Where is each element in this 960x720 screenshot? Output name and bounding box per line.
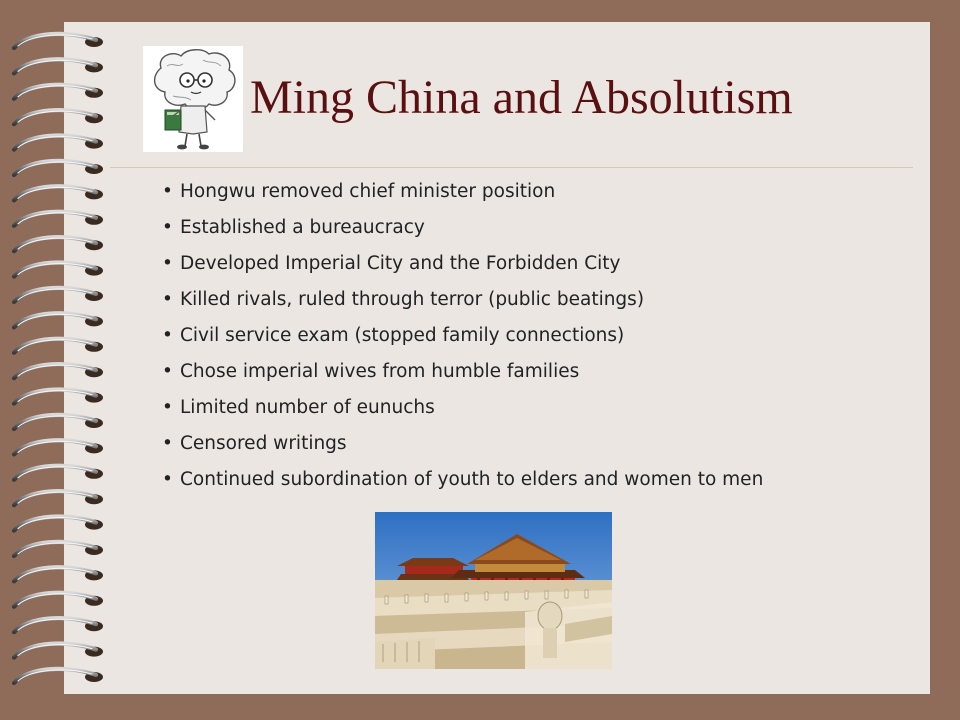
spiral-coil (14, 415, 103, 429)
spiral-coil (14, 288, 103, 302)
spiral-coil (14, 618, 103, 632)
bullet-text: Hongwu removed chief minister position (180, 181, 556, 202)
spiral-coil (14, 669, 103, 683)
list-item (162, 210, 763, 246)
spiral-coil (14, 313, 103, 327)
bullet-text: Continued subordination of youth to elders and women to men (180, 469, 764, 490)
spiral-coil (14, 339, 103, 353)
bullet-marker: • (162, 397, 173, 418)
spiral-coil (14, 466, 103, 480)
bullet-text: Civil service exam (stopped family connections) (180, 325, 625, 346)
list-item (162, 426, 763, 462)
spiral-coil (14, 491, 103, 505)
bullet-marker: • (162, 217, 173, 238)
spiral-coil (14, 59, 103, 73)
bullet-text: Chose imperial wives from humble families (180, 361, 580, 382)
bullet-text: Censored writings (180, 433, 347, 454)
spiral-coil (14, 34, 103, 48)
spiral-coil (14, 212, 103, 226)
spiral-coil (14, 440, 103, 454)
list-item (162, 390, 763, 426)
forbidden-city-photo (375, 512, 612, 669)
bullet-list (162, 174, 763, 498)
spiral-binding (8, 22, 112, 694)
bullet-text: Killed rivals, ruled through terror (public beatings) (180, 289, 645, 310)
bullet-marker: • (162, 361, 173, 382)
list-item (162, 174, 763, 210)
spiral-coil (14, 262, 103, 276)
spiral-coil (14, 135, 103, 149)
slide-title: Ming China and Absolutism (250, 71, 793, 124)
bullet-marker: • (162, 289, 173, 310)
bullet-text: Established a bureaucracy (180, 217, 425, 238)
bullet-marker: • (162, 325, 173, 346)
list-item (162, 462, 763, 498)
spiral-coil (14, 364, 103, 378)
bullet-marker: • (162, 181, 173, 202)
bullet-marker: • (162, 469, 173, 490)
spiral-coil (14, 161, 103, 175)
spiral-coil (14, 593, 103, 607)
list-item (162, 282, 763, 318)
spiral-coil (14, 567, 103, 581)
spiral-coil (14, 110, 103, 124)
bullet-text: Developed Imperial City and the Forbidden City (180, 253, 621, 274)
mascot-image (143, 46, 243, 152)
spiral-coil (14, 643, 103, 657)
list-item (162, 318, 763, 354)
spiral-coil (14, 516, 103, 530)
bullet-marker: • (162, 253, 173, 274)
bullet-marker: • (162, 433, 173, 454)
spiral-coil (14, 389, 103, 403)
list-item (162, 354, 763, 390)
spiral-coil (14, 85, 103, 99)
spiral-coil (14, 186, 103, 200)
spiral-coil (14, 237, 103, 251)
list-item (162, 246, 763, 282)
bullet-text: Limited number of eunuchs (180, 397, 435, 418)
title-divider (110, 167, 913, 168)
spiral-coil (14, 542, 103, 556)
